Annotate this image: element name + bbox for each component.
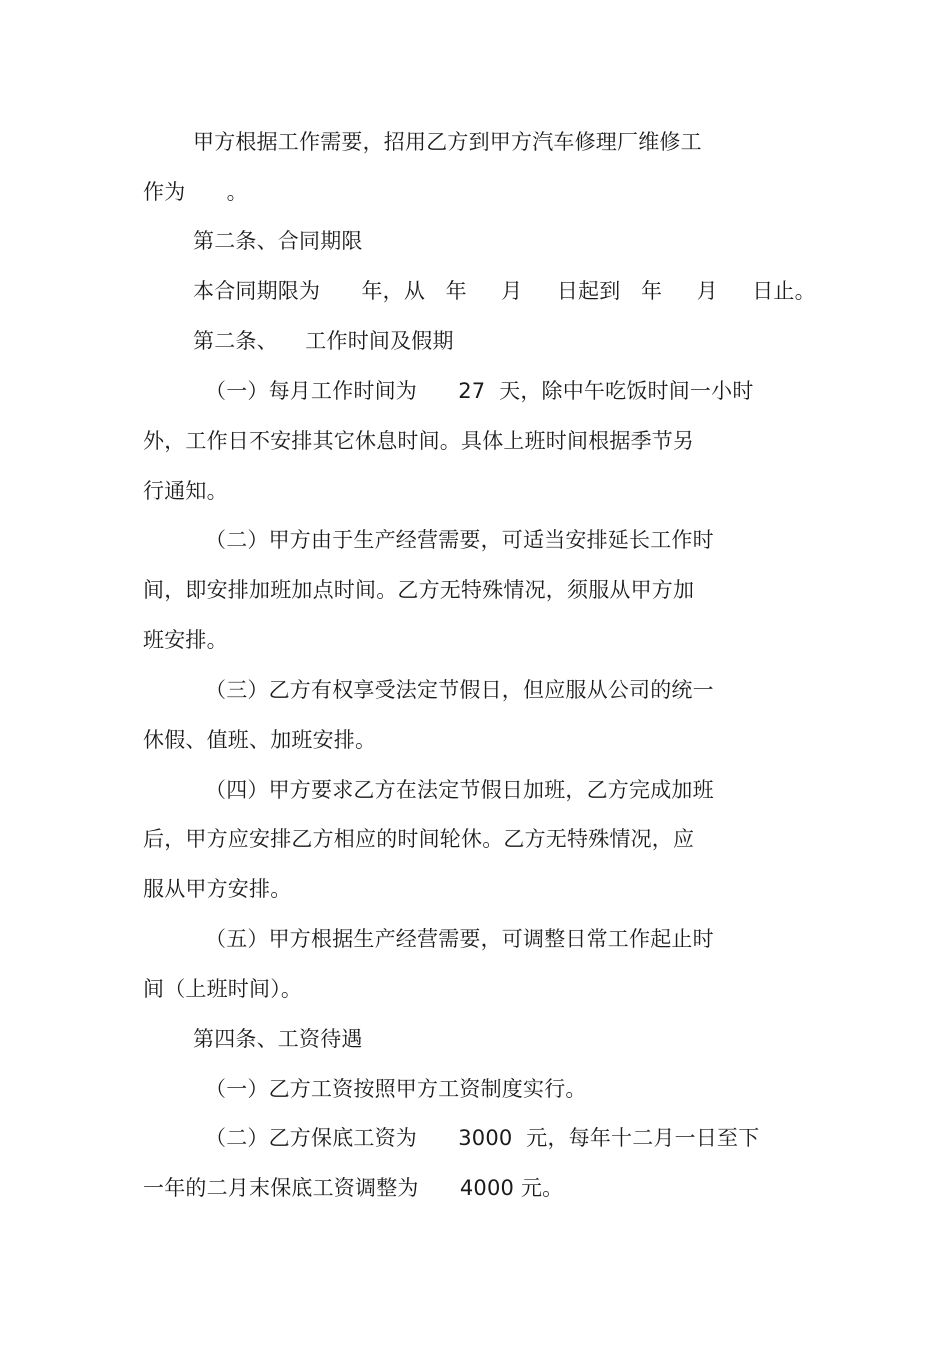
paragraph-line: 本合同期限为 年，从 年 月 日起到 年 月 日止。 bbox=[193, 279, 816, 303]
paragraph-line: （二）甲方由于生产经营需要，可适当安排延长工作时 bbox=[205, 528, 714, 552]
paragraph-line: 服从甲方安排。 bbox=[143, 877, 292, 901]
paragraph-line: 间（上班时间）。 bbox=[143, 977, 303, 1001]
paragraph-line: 一年的二月末保底工资调整为 4000 元。 bbox=[143, 1176, 564, 1200]
paragraph-line: 外，工作日不安排其它休息时间。具体上班时间根据季节另 bbox=[143, 429, 695, 453]
paragraph-line: 间，即安排加班加点时间。乙方无特殊情况，须服从甲方加 bbox=[143, 578, 695, 602]
paragraph-line: （五）甲方根据生产经营需要，可调整日常工作起止时 bbox=[205, 927, 714, 951]
paragraph-line: 班安排。 bbox=[143, 628, 228, 652]
paragraph-line: （三）乙方有权享受法定节假日，但应服从公司的统一 bbox=[205, 678, 714, 702]
paragraph-line: （四）甲方要求乙方在法定节假日加班，乙方完成加班 bbox=[205, 778, 714, 802]
paragraph-line: （二）乙方保底工资为 3000 元，每年十二月一日至下 bbox=[205, 1126, 760, 1150]
section-heading: 第二条、合同期限 bbox=[193, 229, 363, 253]
paragraph-line: 行通知。 bbox=[143, 479, 228, 503]
paragraph-line: （一）每月工作时间为 27 天，除中午吃饭时间一小时 bbox=[205, 379, 754, 403]
paragraph-line: 休假、值班、加班安排。 bbox=[143, 728, 377, 752]
section-heading: 第四条、工资待遇 bbox=[193, 1027, 363, 1051]
section-heading: 第二条、 工作时间及假期 bbox=[193, 329, 454, 353]
paragraph-line: 作为 。 bbox=[143, 180, 248, 204]
paragraph-line: （一）乙方工资按照甲方工资制度实行。 bbox=[205, 1077, 587, 1101]
paragraph-line: 甲方根据工作需要，招用乙方到甲方汽车修理厂维修工 bbox=[193, 130, 702, 154]
paragraph-line: 后，甲方应安排乙方相应的时间轮休。乙方无特殊情况，应 bbox=[143, 827, 695, 851]
